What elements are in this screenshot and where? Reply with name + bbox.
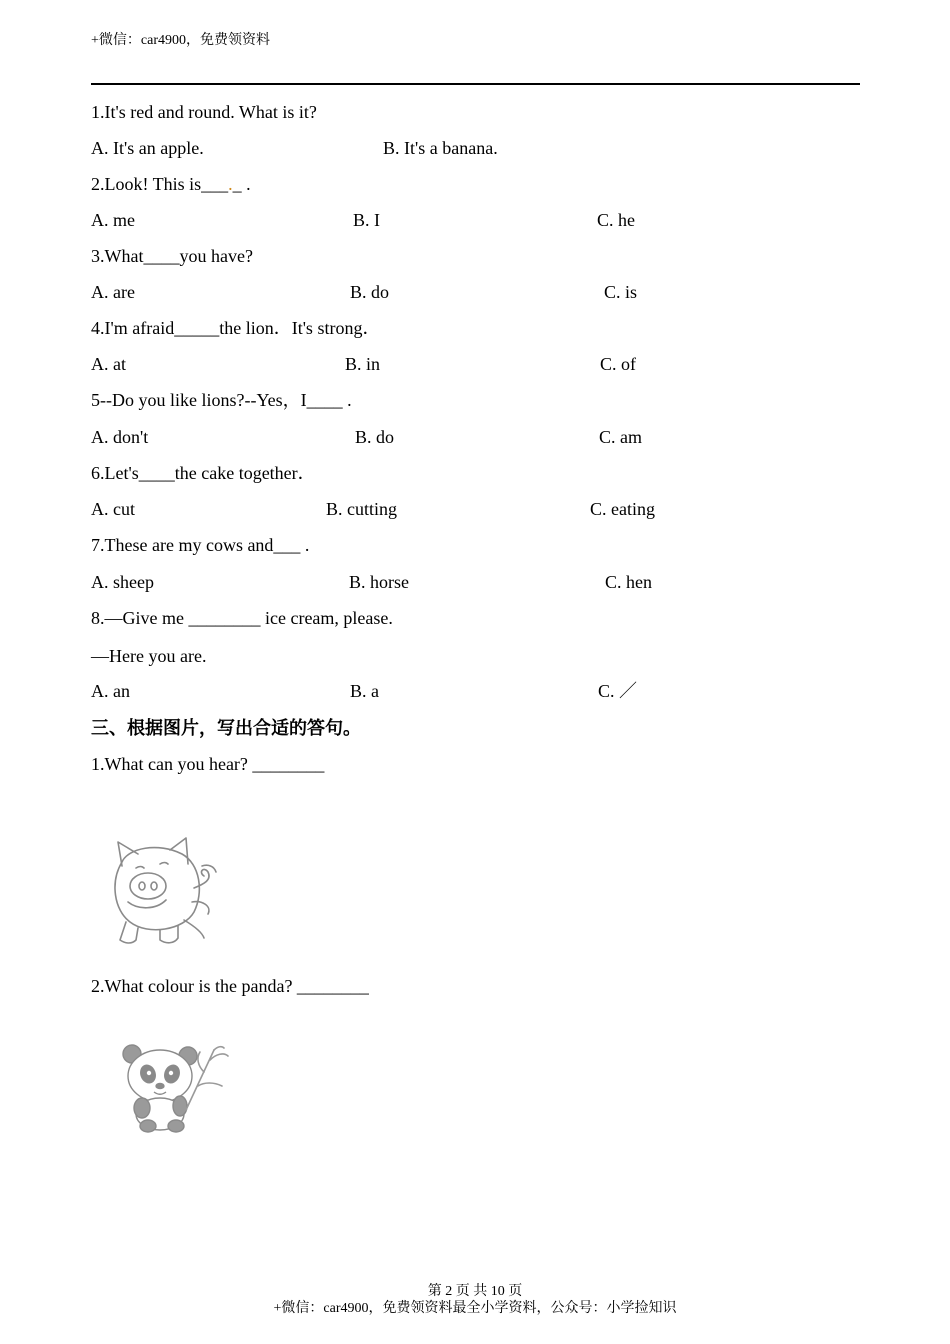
q5-option-c: C. am [599,427,642,447]
q8-option-a: A. an [91,681,130,701]
q8-option-c: C. ／ [598,681,638,701]
question-3: 3.What____you have? [91,246,253,266]
q3-option-b: B. do [350,282,390,302]
q2-text-before: 2.Look! This is___ [91,174,229,194]
q4-option-a: A. at [91,354,126,374]
question-6: 6.Let's____the cake together． [91,463,316,483]
q2-option-a: A. me [91,210,135,230]
page-number: 第 2 页 共 10 页 [427,1284,523,1299]
q3-option-c: C. is [604,282,638,302]
q5-option-b: B. do [355,427,395,447]
q1-option-a: A. It's an apple. [91,138,204,158]
q7-option-b: B. horse [349,572,409,592]
header-rule [91,83,860,85]
pig-illustration [108,836,224,948]
question-4: 4.I'm afraid_____the lion．It's strong． [91,318,381,338]
section-3-question-1: 1.What can you hear? ________ [91,754,325,774]
question-1: 1.It's red and round. What is it? [91,102,317,122]
question-7: 7.These are my cows and___ . [91,535,310,555]
q4-option-b: B. in [345,354,381,374]
q2-option-c: C. he [597,210,635,230]
section-3-question-2: 2.What colour is the panda? ________ [91,976,369,996]
footer-note: +微信：car4900，免费领资料最全小学资料，公众号：小学捡知识 [273,1301,677,1316]
question-2 [91,173,251,195]
header-note: +微信：car4900，免费领资料 [91,33,270,48]
q2-text-after: _ . [232,174,251,194]
q4-option-c: C. of [600,354,636,374]
q2-option-b: B. I [353,210,380,230]
q6-option-b: B. cutting [326,499,397,519]
q1-option-b: B. It's a banana. [383,138,498,158]
question-5: 5--Do you like lions?--Yes，I____ . [91,390,352,410]
q7-option-a: A. sheep [91,572,154,592]
question-8-reply: —Here you are. [91,646,207,666]
q3-option-a: A. are [91,282,135,302]
q5-option-a: A. don't [91,427,149,447]
question-8: 8.—Give me ________ ice cream, please. [91,608,393,628]
q6-option-a: A. cut [91,499,135,519]
q8-option-b: B. a [350,681,379,701]
q7-option-c: C. hen [605,572,652,592]
panda-illustration [118,1042,234,1134]
q2-mark: . [228,174,233,194]
q6-option-c: C. eating [590,499,655,519]
section-3-title: 三、根据图片，写出合适的答句。 [91,718,361,739]
